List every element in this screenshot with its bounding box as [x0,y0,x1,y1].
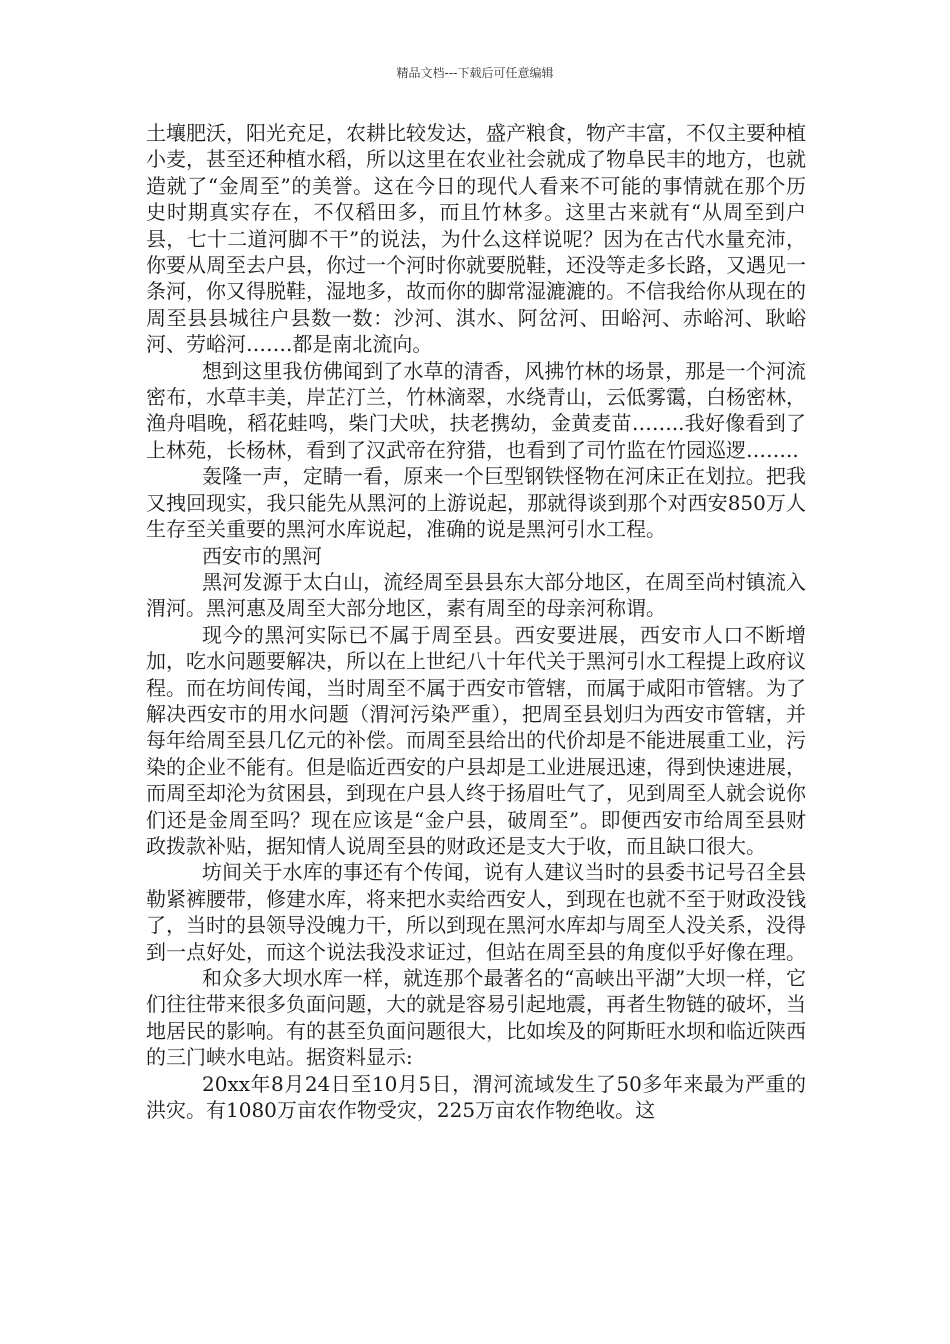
paragraph-8: 20xx年8月24日至10月5日，渭河流域发生了50多年来最为严重的洪灾。有1080万亩农作物受灾，225万亩农作物绝收。这 [146,1071,806,1123]
paragraph-3: 轰隆一声，定睛一看，原来一个巨型钢铁怪物在河床正在划拉。把我又拽回现实，我只能先从黑河的上游说起，那就得谈到那个对西安850万人生存至关重要的黑河水库说起，准确的说是黑河引水工程。 [146,464,806,542]
paragraph-4: 黑河发源于太白山，流经周至县县东大部分地区，在周至尚村镇流入渭河。黑河惠及周至大部分地区，素有周至的母亲河称谓。 [146,569,806,621]
paragraph-5: 现今的黑河实际已不属于周至县。西安要进展，西安市人口不断增加，吃水问题要解决，所以在上世纪八十年代关于黑河引水工程提上政府议程。而在坊间传闻，当时周至不属于西安市管辖，而属于咸阳市管辖。为了解决西安市的用水问题（渭河污染严重），把周至县划归为西安市管辖，并每年给周至县几亿元的补偿。而周至县给出的代价却是不能进展重工业，污染的企业不能有。但是临近西安的户县却是工业进展迅速，得到快速进展，而周至却沦为贫困县，到现在户县人终于扬眉吐气了，见到周至人就会说你们还是金周至吗？现在应该是“金户县，破周至”。即便西安市给周至县财政拨款补贴，据知情人说周至县的财政还是支大于收，而且缺口很大。 [146,622,806,858]
paragraph-2: 想到这里我仿佛闻到了水草的清香，风拂竹林的场景，那是一个河流密布，水草丰美，岸芷汀兰，竹林滴翠，水绕青山，云低雾霭，白杨密林，渔舟唱晚，稻花蛙鸣，柴门犬吠，扶老携幼，金黄麦苗……..我好像看到了上林苑，长杨林，看到了汉武帝在狩猎，也看到了司竹监在竹园巡逻…….. [146,358,806,462]
document-body [146,120,806,1123]
paragraph-7: 和众多大坝水库一样，就连那个最著名的“高峡出平湖”大坝一样，它们往往带来很多负面问题，大的就是容易引起地震，再者生物链的破坏，当地居民的影响。有的甚至负面问题很大，比如埃及的阿斯旺水坝和临近陕西的三门峡水电站。据资料显示: [146,966,806,1070]
page-header: 精品文档---下载后可任意编辑 [396,66,554,80]
section-heading: 西安市的黑河 [202,543,322,568]
paragraph-1: 土壤肥沃，阳光充足，农耕比较发达，盛产粮食，物产丰富，不仅主要种植小麦，甚至还种植水稻，所以这里在农业社会就成了物阜民丰的地方，也就造就了“金周至”的美誉。这在今日的现代人看来不可能的事情就在那个历史时期真实存在，不仅稻田多，而且竹林多。这里古来就有“从周至到户县，七十二道河脚不干”的说法，为什么这样说呢？因为在古代水量充沛，你要从周至去户县，你过一个河时你就要脱鞋，还没等走多长路，又遇见一条河，你又得脱鞋，湿地多，故而你的脚常湿漉漉的。不信我给你从现在的周至县县城往户县数一数：沙河、淇水、阿岔河、田峪河、赤峪河、耿峪河、劳峪河…….都是南北流向。 [146,121,806,357]
paragraph-6: 坊间关于水库的事还有个传闻，说有人建议当时的县委书记号召全县勒紧裤腰带，修建水库，将来把水卖给西安人，到现在也就不至于财政没钱了，当时的县领导没魄力干，所以到现在黑河水库却与周至人没关系，没得到一点好处，而这个说法我没求证过，但站在周至县的角度似乎好像在理。 [146,860,806,964]
